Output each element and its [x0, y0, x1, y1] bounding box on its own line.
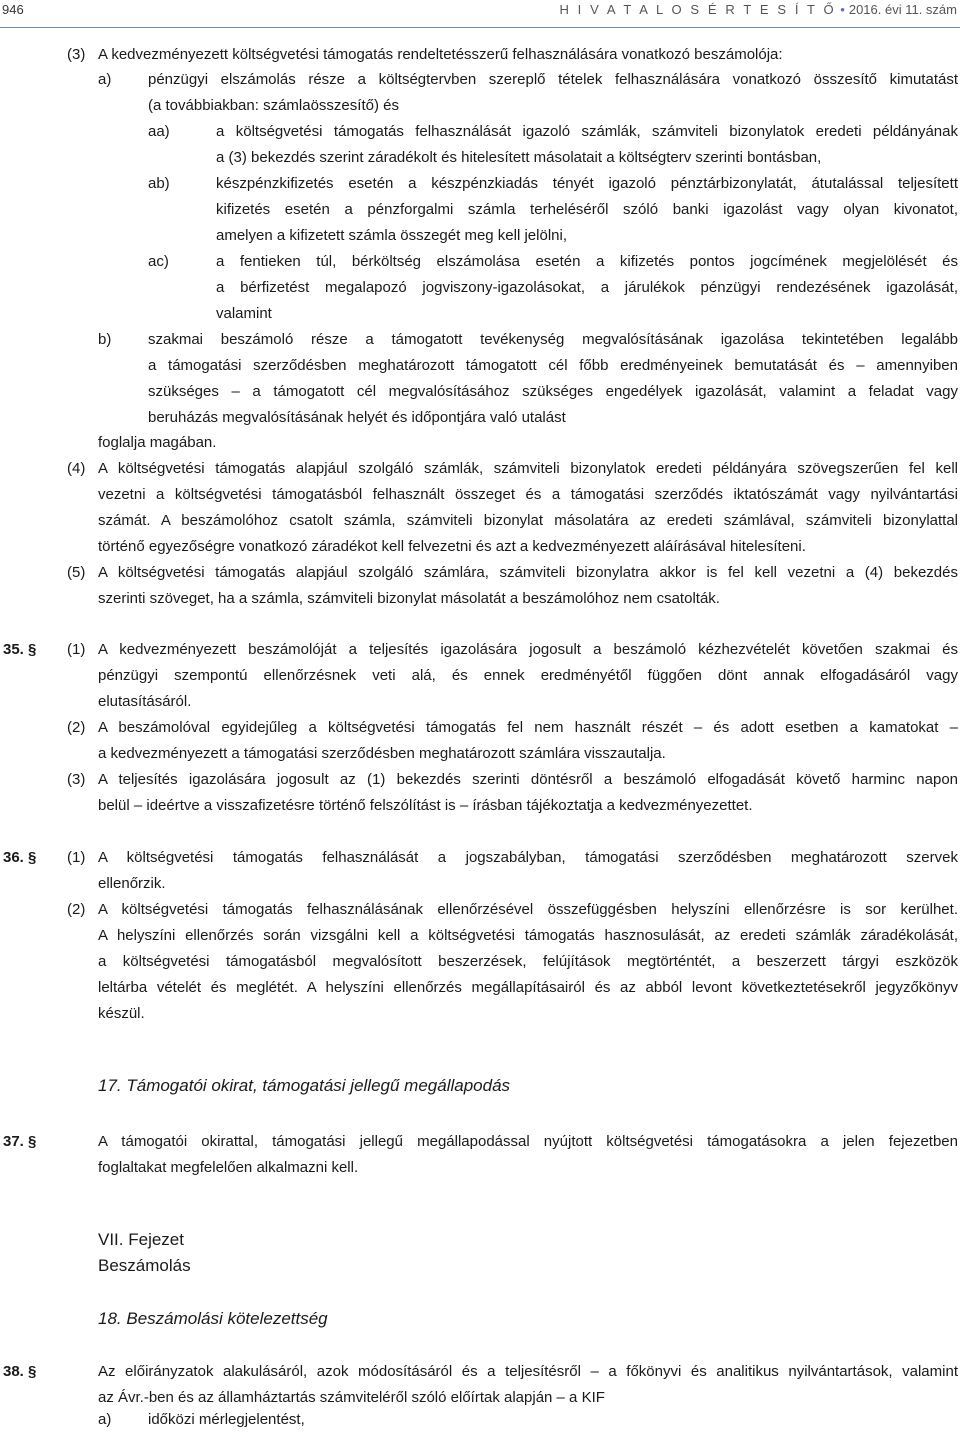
para-number: (1): [67, 849, 86, 866]
chapter-title: Beszámolás: [98, 1256, 191, 1275]
text-line: A kedvezményezett költségvetési támogatás rendeltetésszerű felhasználására vonatkozó beszámolója:: [98, 46, 783, 63]
text-line: elutasításáról.: [98, 693, 192, 710]
point-mark: a): [98, 71, 112, 88]
text-line: A támogatói okirattal, támogatási jellegű megállapodással nyújtott költségvetési támogatásokra a jelen fejezetben: [98, 1133, 958, 1150]
publication-title: H I V A T A L O S É R T E S Í T Ő: [559, 2, 837, 17]
point-mark: a): [98, 1411, 112, 1428]
text-line: A költségvetési támogatás alapjául szolgáló számlára, számviteli bizonylatra akkor is fel kell vezetni a (4) bekezdés: [98, 564, 958, 581]
text-line: pénzügyi elszámolás része a költségtervben szereplő tételek felhasználására vonatkozó összesítő kimutatást: [148, 71, 958, 88]
text-line: ellenőrzik.: [98, 875, 166, 892]
text-line: történő egyezőségre vonatkozó záradékot kell felvezetni és azt a kedvezményezett aláírásával hitelesíteni.: [98, 538, 806, 555]
text-line: a (3) bekezdés szerint záradékolt és hitelesített másolatait a költségterv szerinti bontásban,: [216, 149, 822, 166]
text-line: (a továbbiakban: számlaösszesítő) és: [148, 97, 399, 114]
header-rule: [0, 27, 960, 28]
para-number: (3): [67, 771, 86, 788]
issue-number: 2016. évi 11. szám: [848, 2, 957, 17]
text-line: időközi mérlegjelentést,: [148, 1411, 305, 1428]
text-line: az Ávr.-ben és az államháztartás számviteléről szóló előírtak alapján – a KIF: [98, 1389, 605, 1406]
text-line: kifizetés esetén a pénzforgalmi számla terheléséről szóló banki igazolást vagy olyan kivonatot,: [216, 201, 958, 218]
page-number: 946: [2, 2, 24, 17]
text-line: szükséges – a támogatott cél megvalósításához szükséges engedélyek igazolását, valamint a feladat vagy: [148, 383, 958, 400]
subpoint-mark: aa): [148, 123, 170, 140]
subsection-heading: 17. Támogatói okirat, támogatási jellegű megállapodás: [98, 1076, 511, 1095]
subpoint-mark: ac): [148, 253, 169, 270]
text-line: A helyszíni ellenőrzés során vizsgálni kell a költségvetési támogatás hasznosulását, az eredeti számlák záradékolását,: [98, 927, 958, 944]
text-line: amelyen a kifizetett számla összegét meg kell jelölni,: [216, 227, 567, 244]
text-line: A költségvetési támogatás felhasználását a jogszabályban, támogatási szerződésben meghatározott szervek: [98, 849, 958, 866]
text-line: a bérfizetést megalapozó jogviszony-igazolásokat, a járulékok pénzügyi rendezésének igazolását,: [216, 279, 958, 296]
text-line: foglaltakat megfelelően alkalmazni kell.: [98, 1159, 359, 1176]
text-line: számát. A beszámolóhoz csatolt számla, számviteli bizonylat másolatára az eredeti számlával, számviteli bizonylattal: [98, 512, 958, 529]
section-number: 35. §: [3, 641, 37, 658]
para-number: (2): [67, 719, 86, 736]
section-number: 36. §: [3, 849, 37, 866]
text-line: a fentieken túl, bérköltség elszámolása esetén a kifizetés pontos jogcímének megjelölését és: [216, 253, 958, 270]
text-line: A beszámolóval egyidejűleg a költségvetési támogatás fel nem használt részét – és adott esetben a kamatokat –: [98, 719, 958, 736]
chapter-number: VII. Fejezet: [98, 1230, 184, 1249]
point-mark: b): [98, 331, 112, 348]
text-line: szakmai beszámoló része a támogatott tevékenység megvalósításának igazolása tekintetében legalább: [148, 331, 958, 348]
text-line: szerinti szöveget, ha a számla, számviteli bizonylat másolatát a beszámolóhoz nem csatolták.: [98, 590, 720, 607]
text-line: valamint: [216, 305, 272, 322]
text-line: a támogatási szerződésben meghatározott támogatott cél főbb eredményeinek bemutatását és – amennyiben: [148, 357, 958, 374]
text-line: A teljesítés igazolására jogosult az (1) bekezdés szerinti döntésről a beszámoló elfogadását követő harminc napon: [98, 771, 958, 788]
text-line: A kedvezményezett beszámolóját a teljesítés igazolására jogosult a beszámoló kézhezvételét követően szakmai és: [98, 641, 958, 658]
text-line: belül – ideértve a visszafizetésre történő felszólítást is – írásban tájékoztatja a kedvezményezettet.: [98, 797, 753, 814]
running-header: [0, 2, 960, 22]
para-number: (1): [67, 641, 86, 658]
text-line: készül.: [98, 1005, 145, 1022]
para-number: (3): [67, 46, 86, 63]
text-line: a költségvetési támogatás felhasználását igazoló számlák, számviteli bizonylatok eredeti példányának: [216, 123, 958, 140]
subsection-heading: 18. Beszámolási kötelezettség: [98, 1309, 328, 1328]
text-line: pénzügyi szempontú ellenőrzésnek veti alá, és ennek eredményétől függően dönt annak elfogadásáról vagy: [98, 667, 958, 684]
para-number: (5): [67, 564, 86, 581]
section-number: 38. §: [3, 1363, 37, 1380]
text-line: vezetni a költségvetési támogatásból felhasznált összeget és a támogatási szerződés iktatószámát vagy nyilvántartási: [98, 486, 958, 503]
text-line: a kedvezményezett a támogatási szerződésben meghatározott számlára visszautalja.: [98, 745, 666, 762]
text-line: beruházás megvalósításának helyét és időpontjára való utalást: [148, 409, 566, 426]
publication-info: [559, 2, 957, 17]
text-line: Az előirányzatok alakulásáról, azok módosításáról és a teljesítésről – a főkönyvi és analitikus nyilvántartások, valamint: [98, 1363, 958, 1380]
section-number: 37. §: [3, 1133, 37, 1150]
text-line: A költségvetési támogatás felhasználásának ellenőrzésével összefüggésben helyszíni ellenőrzésre is sor kerülhet.: [98, 901, 958, 918]
text-line: foglalja magában.: [98, 434, 217, 451]
text-line: a költségvetési támogatásból megvalósított beszerzések, felújítások megtörténtét, a beszerzett tárgyi eszközök: [98, 953, 958, 970]
para-number: (2): [67, 901, 86, 918]
text-line: készpénzkifizetés esetén a készpénzkiadás tényét igazoló pénztárbizonylatát, átutalással teljesített: [216, 175, 958, 192]
subpoint-mark: ab): [148, 175, 170, 192]
text-line: A költségvetési támogatás alapjául szolgáló számlák, számviteli bizonylatok eredeti példányára szövegszerűen fel kell: [98, 460, 958, 477]
header-separator: •: [840, 2, 845, 17]
para-number: (4): [67, 460, 86, 477]
text-line: leltárba vételét és meglétét. A helyszíni ellenőrzés megállapításairól és az abból levont következtetésekről jegyzőkönyv: [98, 979, 958, 996]
